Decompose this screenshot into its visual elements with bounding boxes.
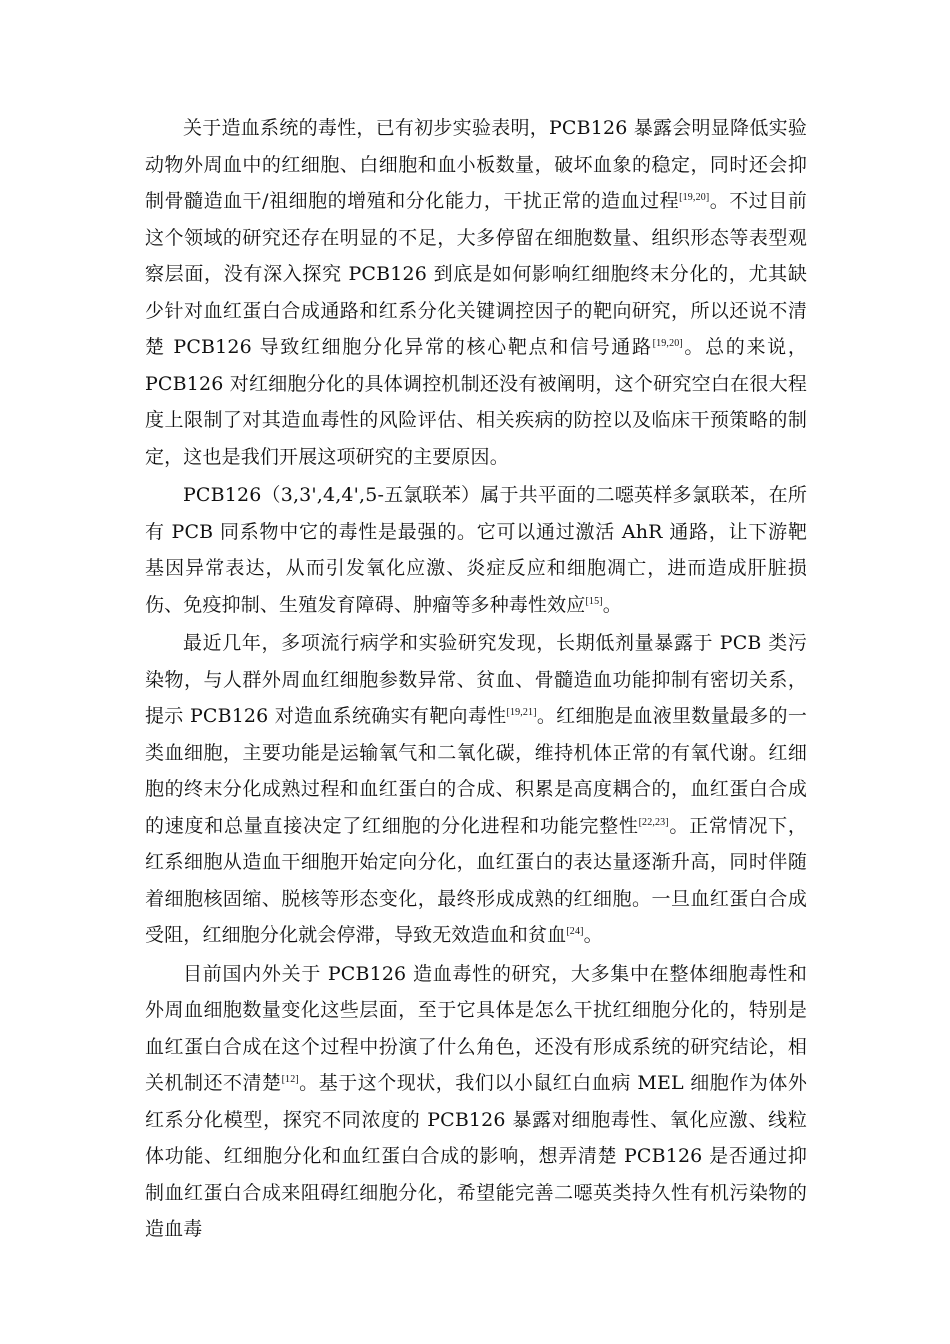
citation: [12] (281, 1074, 299, 1085)
paragraph-text: 。总的来说，PCB126 对红细胞分化的具体调控机制还没有被阐明，这个研究空白在很大程度上限制了对其造血毒性的风险评估、相关疾病的防控以及临床干预策略的制定，这也是我们开展这项研究的主要原因。 (145, 336, 807, 468)
document-body (145, 110, 807, 1248)
citation: [19,21] (506, 707, 537, 718)
citation: [15] (585, 595, 603, 607)
citation: [24] (566, 926, 584, 937)
paragraph-text: 关于造血系统的毒性，已有初步实验表明，PCB126 暴露会明显降低实验动物外周血中的红细胞、白细胞和血小板数量，破坏血象的稳定，同时还会抑制骨髓造血干/祖细胞的增殖和分化能力，干扰正常的造血过程 (145, 117, 807, 212)
paragraph-epidemiology (145, 625, 807, 954)
paragraph-pcb126-definition (145, 477, 807, 623)
paragraph-text: 。红细胞是血液里数量最多的一类血细胞，主要功能是运输氧气和二氧化碳，维持机体正常的有氧代谢。红细胞的终末分化成熟过程和血红蛋白的合成、积累是高度耦合的，血红蛋白合成的速度和总量直接决定了红细胞的分化进程和功能完整性 (145, 705, 807, 837)
paragraph-research-status (145, 956, 807, 1248)
paragraph-text: 。 (602, 593, 622, 616)
citation: [22,23] (638, 816, 669, 828)
paragraph-text: 。 (583, 924, 603, 946)
paragraph-text: 最近几年，多项流行病学和实验研究发现，长期低剂量暴露于 PCB 类污染物，与人群外周血红细胞参数异常、贫血、骨髓造血功能抑制有密切关系，提示 PCB126 对造血系统确实有靶向毒性 (145, 632, 807, 727)
citation: [19,20] (679, 192, 710, 203)
paragraph-text: PCB126（3,3',4,4',5-五氯联苯）属于共平面的二噁英样多氯联苯，在所有 PCB 同系物中它的毒性是最强的。它可以通过激活 AhR 通路，让下游靶基因异常表达，从而引发氧化应激、炎症反应和细胞凋亡，进而造成肝脏损伤、免疫抑制、生殖发育障碍、肿瘤等多种毒性效应 (145, 484, 807, 616)
paragraph-text: 。基于这个现状，我们以小鼠红白血病 MEL 细胞作为体外红系分化模型，探究不同浓度的 PCB126 暴露对细胞毒性、氧化应激、线粒体功能、红细胞分化和血红蛋白合成的影响，想弄清楚 PCB126 是否通过抑制血红蛋白合成来阻碍红细胞分化，希望能完善二噁英类持久性有机污染物的造血毒 (145, 1072, 807, 1240)
citation: [19,20] (652, 338, 683, 349)
paragraph-hematopoietic-toxicity (145, 110, 807, 475)
paragraph-text: 。不过目前这个领域的研究还存在明显的不足，大多停留在细胞数量、组织形态等表型观察层面，没有深入探究 PCB126 到底是如何影响红细胞终末分化的，尤其缺少针对血红蛋白合成通路和红系分化关键调控因子的靶向研究，所以还说不清楚 PCB126 导致红细胞分化异常的核心靶点和信号通路 (145, 190, 807, 358)
paragraph-text: 目前国内外关于 PCB126 造血毒性的研究，大多集中在整体细胞毒性和外周血细胞数量变化这些层面，至于它具体是怎么干扰红细胞分化的，特别是血红蛋白合成在这个过程中扮演了什么角色，还没有形成系统的研究结论，相关机制还不清楚 (145, 962, 807, 1094)
paragraph-text: 。正常情况下，红系细胞从造血干细胞开始定向分化，血红蛋白的表达量逐渐升高，同时伴随着细胞核固缩、脱核等形态变化，最终形成成熟的红细胞。一旦血红蛋白合成受阻，红细胞分化就会停滞，导致无效造血和贫血 (145, 814, 807, 946)
